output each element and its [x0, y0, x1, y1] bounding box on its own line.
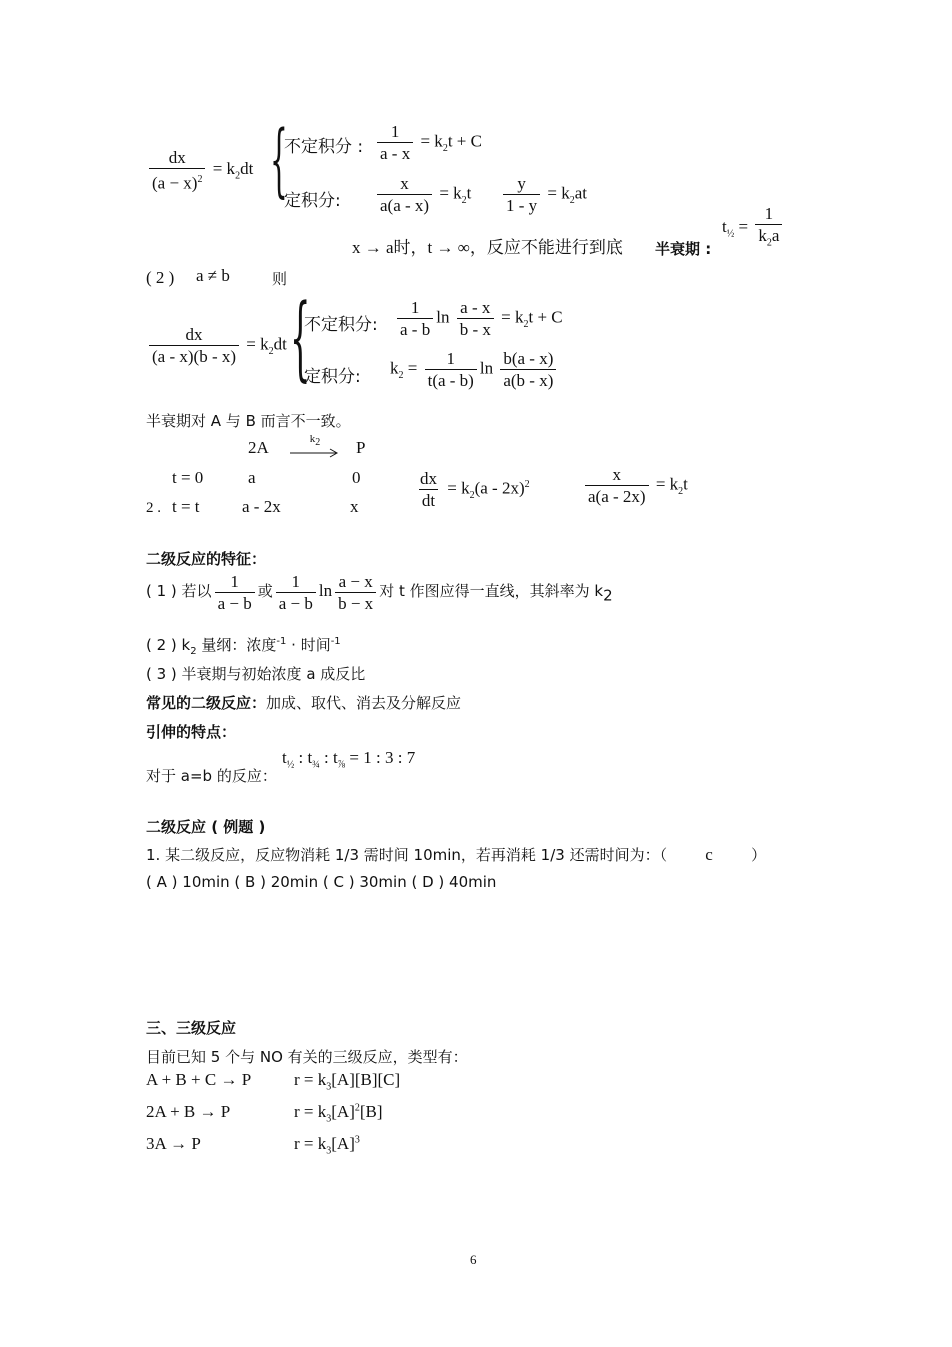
rate-den: dt	[419, 489, 438, 510]
int-eq	[582, 465, 688, 506]
int-num: x	[612, 465, 622, 484]
example-answer: c	[705, 845, 713, 864]
feature-1-prefix: ( 1 ) 若以	[146, 582, 212, 601]
eq2-lhs-rhs-tail: dt	[273, 334, 287, 354]
eq1-def1	[374, 174, 471, 215]
eq2-indef-ln-num: a - x	[460, 298, 491, 317]
halflife-t: t	[722, 217, 727, 237]
example-question	[146, 844, 766, 865]
eq2-def-k: k	[390, 358, 399, 378]
feature-1	[146, 572, 613, 613]
eq1-indef-label: 不定积分 :	[284, 137, 364, 157]
eq1-lhs-den-exp: 2	[197, 174, 203, 185]
halflife-t-sub: ½	[726, 228, 735, 240]
feature-1-frac2-den: a − b	[276, 592, 316, 613]
eq1-def2-num: y	[517, 174, 526, 193]
common-reactions	[146, 692, 461, 713]
case2-cond: a ≠ b	[196, 266, 230, 285]
halflife-eq	[722, 204, 785, 252]
third-row-2-rate: r = k	[294, 1102, 327, 1121]
halflife-label: 半衰期 :	[655, 240, 712, 258]
third-row-1-reaction: A + B + C → P	[146, 1070, 252, 1089]
extension-prefix: 对于 a=b 的反应：	[146, 767, 277, 785]
feature-1-frac1-den: a − b	[215, 592, 255, 613]
eq1-def2-rhs-sub: 2	[569, 194, 575, 206]
halflife-den-sub: 2	[766, 237, 772, 249]
eq2-def-num: 1	[446, 349, 455, 368]
eq2-lhs-num: dx	[185, 325, 203, 344]
extension-ratio	[282, 748, 415, 770]
eq1-lhs-rhs: = k	[212, 159, 236, 179]
ext-colon-1: :	[298, 748, 304, 767]
eq1-def1-rhs-tail: t	[466, 183, 472, 203]
reaction-k: k	[309, 433, 316, 445]
eq2-lhs	[146, 325, 287, 366]
third-row-3-reaction: 3A → P	[146, 1134, 201, 1153]
feature-1-suffix: 对 t 作图应得一直线，其斜率为 k	[379, 582, 604, 601]
eq1-indef-rhs-sub: 2	[442, 142, 448, 154]
row2-prefix: 2 .	[146, 500, 161, 516]
reaction-arrow	[290, 434, 340, 458]
extension-title: 引伸的特点：	[146, 723, 237, 741]
feature-2-prefix: ( 2 ) k	[146, 636, 191, 654]
ext-t1-sub: ½	[286, 759, 295, 771]
eq2-indef-rhs-sub: 2	[523, 318, 529, 330]
eq2-def	[390, 349, 559, 390]
halflife-den-tail: a	[771, 226, 780, 245]
eq1-indef-rhs: = k	[420, 131, 443, 151]
int-rhs: = k	[655, 474, 679, 494]
eq1-lhs-num: dx	[168, 148, 186, 167]
third-row-2-rate-tail2: [B]	[359, 1102, 383, 1121]
eq1-def2-rhs: = k	[547, 183, 570, 203]
eq1-def1-rhs: = k	[439, 183, 462, 203]
feature-2-sup2: -1	[330, 636, 341, 647]
example-title: 二级反应 ( 例题 )	[146, 818, 266, 836]
feature-1-frac3-den: b − x	[335, 592, 376, 613]
eq1-def1-num: x	[400, 174, 409, 193]
case2-then: 则	[272, 270, 288, 288]
feature-1-ln: ln	[318, 581, 333, 601]
feature-2-text: 量纲：浓度	[196, 636, 277, 654]
eq2-lhs-den: (a - x)(b - x)	[149, 345, 239, 366]
eq2-def-ln-den: a(b - x)	[500, 369, 556, 390]
third-row-2-rate-tail: [A]	[331, 1102, 355, 1121]
eq2-lhs-rhs-sub: 2	[268, 345, 274, 357]
eq2-indef-den: a - b	[397, 318, 433, 339]
feature-2-sup1: -1	[276, 636, 287, 647]
feature-1-frac2	[276, 572, 316, 613]
feature-1-frac3-num: a − x	[338, 572, 373, 591]
eq1-indef-num: 1	[390, 122, 400, 141]
right-arrow-icon	[290, 448, 340, 458]
eq1-lhs	[146, 148, 253, 193]
rate-rhs: = k	[447, 478, 470, 498]
third-row-2-rate-exp: 2	[354, 1102, 360, 1114]
feature-1-frac3	[335, 572, 376, 613]
third-order-title: 三、三级反应	[146, 1019, 237, 1037]
halflife-num: 1	[764, 204, 774, 223]
eq1-indef-den: a - x	[377, 142, 413, 163]
feature-3: ( 3 ) 半衰期与初始浓度 a 成反比	[146, 665, 366, 683]
eq2-indef-rhs-tail: t + C	[528, 307, 563, 327]
third-row-1-rate-tail: [A][B][C]	[331, 1070, 401, 1089]
row1-t: t = 0	[172, 468, 204, 487]
eq2-def-k-sub: 2	[398, 369, 404, 381]
rate-rhs-sub: 2	[469, 489, 475, 501]
ext-t3-sub: ⅞	[337, 759, 346, 771]
eq1-lhs-rhs-tail: dt	[240, 159, 254, 179]
eq2-def-ln: ln	[479, 358, 494, 378]
third-row-1-rate: r = k	[294, 1070, 327, 1089]
int-rhs-tail: t	[683, 474, 688, 494]
eq2-indef-num: 1	[410, 298, 420, 317]
eq2-lhs-rhs: = k	[246, 334, 269, 354]
example-options: ( A ) 10min ( B ) 20min ( C ) 30min ( D ) 40min	[146, 873, 497, 891]
halflife-eq-sign: =	[738, 217, 749, 237]
eq2-indef-ln-den: b - x	[457, 318, 494, 339]
ext-t3: t	[332, 748, 338, 767]
eq1-def1-den: a(a - x)	[377, 194, 432, 215]
feature-2-sub: 2	[190, 646, 197, 657]
feature-2	[146, 634, 341, 657]
eq1-indef	[374, 122, 482, 163]
reaction-left: 2A	[248, 438, 269, 457]
example-question-text: 1. 某二级反应，反应物消耗 1/3 需时间 10min，若再消耗 1/3 还需时间为：（	[146, 846, 668, 864]
third-row-3-rate-sub: 3	[326, 1145, 332, 1157]
eq1-def2-den: 1 - y	[503, 194, 540, 215]
reaction-k-sub: 2	[315, 437, 321, 449]
common-reactions-title: 常见的二级反应：	[146, 694, 267, 712]
page-number: 6	[470, 1252, 477, 1267]
reaction-right: P	[356, 438, 366, 457]
third-row-3	[146, 1134, 360, 1156]
eq2-def-label: 定积分:	[304, 367, 361, 387]
feature-1-frac2-num: 1	[291, 572, 301, 591]
row2-p: x	[350, 497, 359, 516]
eq1-def2-rhs-tail: at	[574, 183, 588, 203]
third-row-1	[146, 1070, 400, 1092]
int-rhs-sub: 2	[678, 485, 684, 497]
row2-a: a - 2x	[242, 497, 281, 516]
eq1-lhs-rhs-sub: 2	[235, 170, 241, 182]
row1-p: 0	[352, 468, 361, 487]
eq1-def2	[500, 174, 587, 215]
rate-rhs-tail: (a - 2x)	[474, 478, 525, 498]
eq1-lhs-den: (a − x)	[152, 173, 198, 193]
eq2-indef-ln: ln	[436, 307, 450, 327]
ext-t2: t	[307, 748, 313, 767]
eq1-def-label: 定积分:	[284, 191, 341, 211]
eq2-def-ln-num: b(a - x)	[503, 349, 554, 368]
rate-rhs-exp: 2	[524, 478, 530, 490]
brace-1: {	[270, 113, 288, 206]
row2-t: t = t	[172, 497, 200, 516]
feature-1-or: 或	[257, 582, 273, 601]
third-row-3-rate-tail: [A]	[331, 1134, 355, 1153]
eq1-def1-rhs-sub: 2	[461, 194, 467, 206]
eq2-indef-label: 不定积分:	[304, 315, 378, 335]
rate-num: dx	[420, 469, 437, 488]
common-reactions-text: 加成、取代、消去及分解反应	[266, 694, 462, 712]
third-row-3-rate: r = k	[294, 1134, 327, 1153]
halflife-note: 半衰期对 A 与 B 而言不一致。	[146, 412, 351, 430]
third-row-3-rate-exp: 3	[354, 1134, 360, 1146]
feature-1-frac1	[215, 572, 255, 613]
third-row-2	[146, 1102, 383, 1124]
eq2-def-eq: =	[407, 358, 418, 378]
ext-t2-sub: ¾	[312, 759, 320, 771]
brace-2: {	[290, 284, 311, 391]
feature-1-frac1-num: 1	[230, 572, 239, 591]
ext-t1: t	[282, 748, 287, 767]
feature-2-mid: · 时间	[286, 636, 331, 654]
third-row-2-reaction: 2A + B → P	[146, 1102, 231, 1121]
row1-a: a	[248, 468, 256, 487]
eq1-limit: x → a时，t → ∞，反应不能进行到底	[352, 238, 623, 257]
eq2-indef-rhs: = k	[501, 307, 524, 327]
eq2-indef	[394, 298, 563, 339]
rate-eq	[414, 469, 530, 510]
eq1-indef-rhs-tail: t + C	[447, 131, 482, 151]
feature-1-suffix-sub: 2	[603, 586, 613, 605]
halflife-den: k	[758, 226, 767, 245]
third-row-2-rate-sub: 3	[326, 1113, 332, 1125]
third-row-1-rate-sub: 3	[326, 1081, 332, 1093]
third-order-intro: 目前已知 5 个与 NO 有关的三级反应，类型有：	[146, 1048, 468, 1066]
case2-label: ( 2 )	[146, 268, 175, 287]
eq2-def-den: t(a - b)	[425, 369, 477, 390]
ext-colon-2: :	[323, 748, 329, 767]
ext-result: = 1 : 3 : 7	[349, 748, 416, 767]
features-title: 二级反应的特征：	[146, 550, 267, 568]
int-den: a(a - 2x)	[585, 485, 649, 506]
example-close: ）	[751, 846, 767, 864]
